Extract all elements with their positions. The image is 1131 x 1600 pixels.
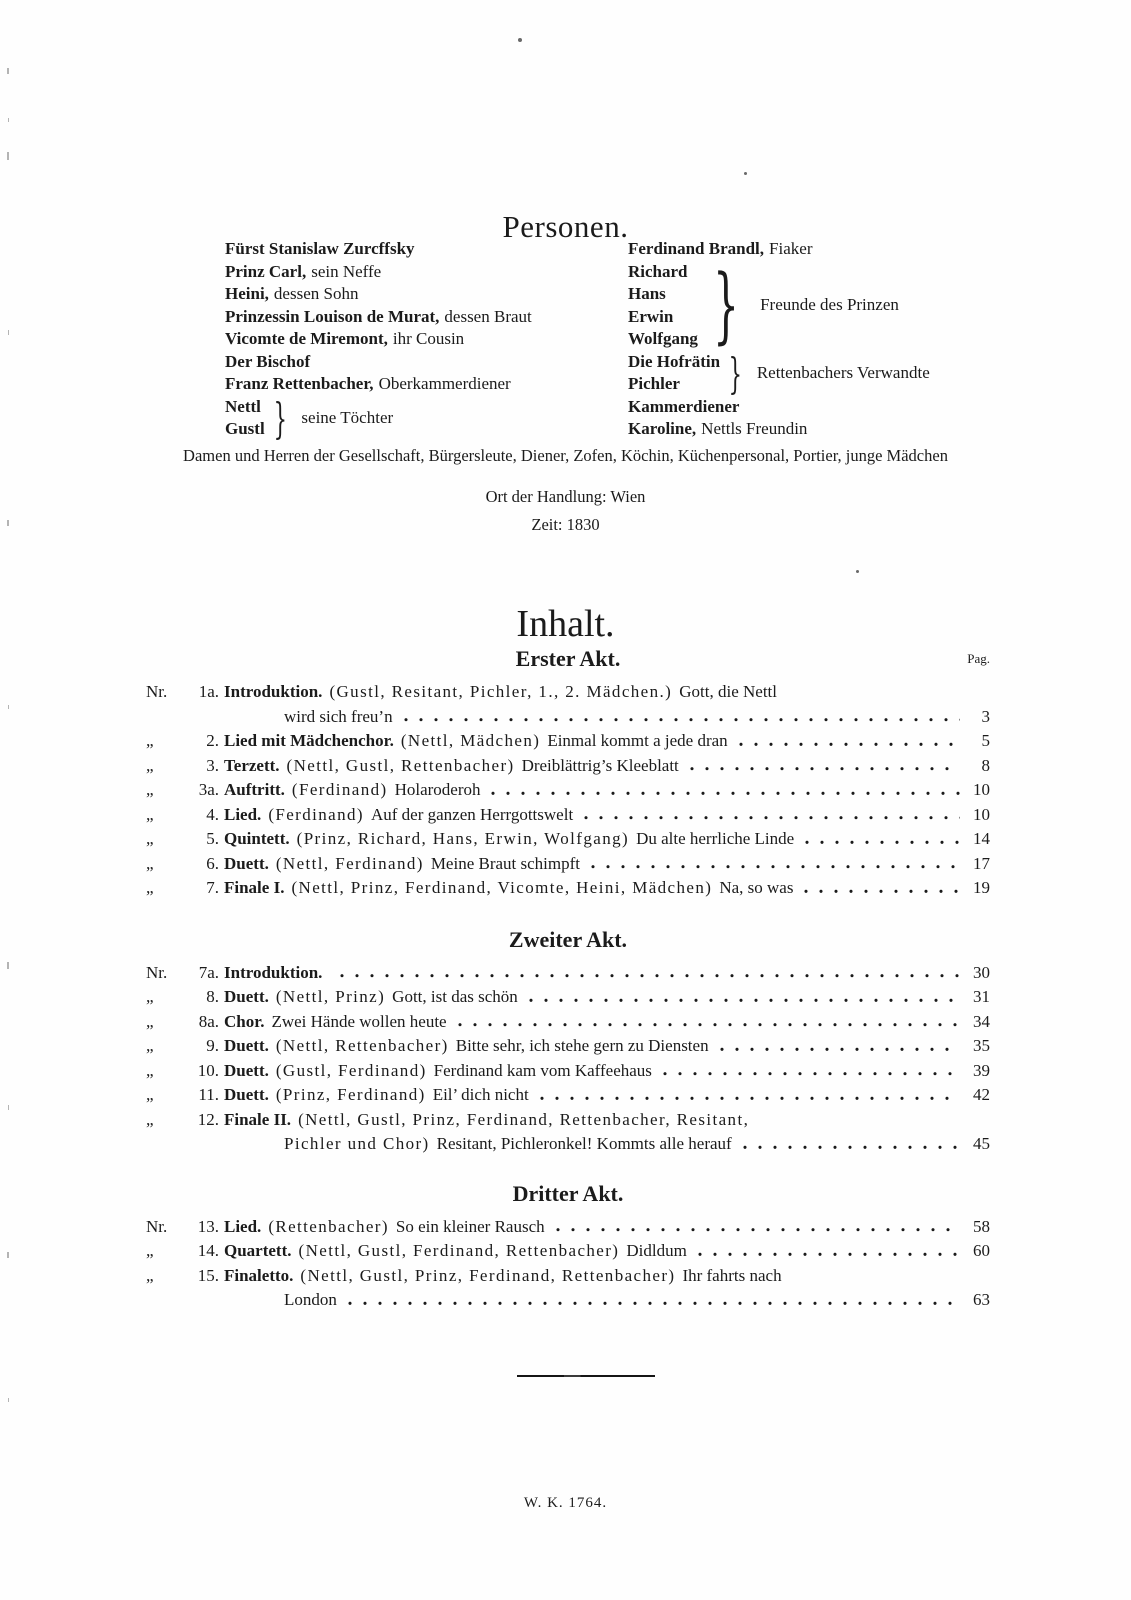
entry-incipit: So ein kleiner Rausch: [395, 1216, 545, 1236]
entry-title: Introduktion.: [224, 962, 323, 982]
leader-dots: [799, 876, 960, 901]
entry-body: [224, 729, 990, 754]
cast-list-right-bottom: [628, 396, 930, 441]
entry-number: 6.: [206, 853, 219, 873]
entry-body: [224, 1034, 990, 1059]
entry-cast: (Nettl, Gustl, Prinz, Ferdinand, Rettenbacher, Resitant,: [298, 1109, 750, 1129]
brace-icon: }: [273, 393, 287, 443]
entry-page: 3: [981, 706, 990, 726]
act-3-section: [146, 1180, 990, 1313]
entry-line-1: [224, 827, 990, 852]
entry-number: 4.: [206, 804, 219, 824]
entry-line-1: [224, 985, 990, 1010]
entry-nr-label: „: [146, 987, 154, 1006]
cast-entry-name: Franz Rettenbacher,: [225, 374, 374, 393]
leader-dots: [586, 852, 960, 877]
entry-page: 14: [973, 829, 990, 848]
toc-entry: [146, 1215, 990, 1240]
cast-group-daughters: [225, 393, 532, 443]
entry-line-1: [224, 1059, 990, 1084]
cast-entry-role: Fiaker: [769, 239, 813, 258]
cast-entry-name: Prinzessin Louison de Murat,: [225, 306, 440, 326]
brace-icon: }: [712, 257, 740, 353]
cast-entry-role: dessen Sohn: [273, 284, 359, 303]
entry-body: [224, 1059, 990, 1084]
toc-entry: [146, 1034, 990, 1059]
entry-incipit: Didldum: [626, 1241, 687, 1260]
entry-title: Duett.: [224, 853, 269, 873]
act-2-section: [146, 926, 990, 1157]
cast-group-names: [225, 396, 265, 441]
entry-body: [224, 1264, 990, 1313]
inhalt-heading: Inhalt.: [516, 603, 615, 646]
entry-cast: (Nettl, Prinz): [275, 987, 386, 1006]
toc-entry: [146, 961, 990, 986]
cast-entry-role: Nettls Freundin: [701, 419, 808, 438]
entry-body: [224, 985, 990, 1010]
entry-cast: (Nettl, Gustl, Prinz, Ferdinand, Rettenbacher): [300, 1265, 676, 1285]
entry-cast: (Rettenbacher): [268, 1216, 389, 1236]
entry-line-1: [224, 1215, 990, 1240]
entry-number: 14.: [197, 1241, 219, 1260]
entry-page: 10: [973, 804, 990, 824]
leader-dots: [685, 754, 960, 779]
entry-cast: (Nettl, Prinz, Ferdinand, Vicomte, Heini, Mädchen): [291, 878, 713, 897]
entry-number: 13.: [197, 1216, 219, 1236]
entry-page: 35: [973, 1036, 990, 1055]
entry-page: 8: [981, 755, 990, 775]
leader-dots: [658, 1059, 960, 1084]
cast-group-label: seine Töchter: [301, 407, 394, 427]
act-1-section: [146, 648, 990, 901]
cast-entry: [225, 261, 532, 284]
act-2-items: [146, 961, 990, 1157]
entry-nr-label: „: [146, 780, 154, 799]
entry-incipit: Eil’ dich nicht: [432, 1085, 529, 1104]
entry-incipit: Gott, ist das schön: [392, 987, 518, 1006]
toc-entry: [146, 1083, 990, 1108]
toc-entry: [146, 803, 990, 828]
cast-entry-name: Der Bischof: [225, 351, 311, 371]
cast-entry: [628, 396, 930, 419]
leader-dots: [551, 1215, 960, 1240]
entry-nr-label: „: [146, 1036, 154, 1055]
toc-entry: [146, 680, 990, 729]
entry-nr-label: Nr.: [146, 962, 168, 982]
entry-line-1: [224, 1108, 990, 1133]
leader-dots: [734, 729, 960, 754]
entry-nr-label: „: [146, 1085, 154, 1104]
entry-cast: (Nettl, Mädchen): [400, 731, 541, 750]
entry-line-1: [224, 961, 990, 986]
entry-incipit: Meine Braut schimpft: [430, 853, 581, 873]
entry-incipit: Bitte sehr, ich stehe gern zu Diensten: [455, 1036, 709, 1055]
entry-title: Auftritt.: [224, 780, 285, 799]
leader-dots: [453, 1010, 960, 1035]
entry-page: 17: [973, 853, 990, 873]
entry-cast: (Prinz, Richard, Hans, Erwin, Wolfgang): [296, 829, 630, 848]
cast-entry: [225, 238, 532, 261]
entry-title: Quintett.: [224, 829, 290, 848]
entry-number: 7.: [206, 878, 219, 897]
cast-member-name: Richard: [628, 261, 688, 281]
entry-body: [224, 754, 990, 779]
entry-nr-label: „: [146, 829, 154, 848]
entry-cast-continued: Pichler und Chor): [284, 1134, 430, 1153]
entry-title: Lied.: [224, 804, 262, 824]
entry-number: 9.: [206, 1036, 219, 1055]
leader-dots: [486, 778, 960, 803]
entry-nr-label: „: [146, 804, 154, 824]
entry-line-1: [224, 729, 990, 754]
entry-body: [224, 1010, 990, 1035]
entry-line-2: [224, 1288, 990, 1313]
cast-entry: [225, 283, 532, 306]
cast-member-name: Nettl: [225, 396, 261, 416]
entry-page: 31: [973, 987, 990, 1006]
entry-cast: (Gustl, Resitant, Pichler, 1., 2. Mädchen.): [329, 682, 673, 701]
entry-line-1: [224, 852, 990, 877]
toc-entry: [146, 1264, 990, 1313]
act-3-heading: Dritter Akt.: [512, 1180, 624, 1206]
entry-cast: (Prinz, Ferdinand): [275, 1085, 426, 1104]
cast-entry-role: dessen Braut: [444, 306, 532, 326]
ensemble-line: Damen und Herren der Gesellschaft, Bürgersleute, Diener, Zofen, Köchin, Küchenpersonal, Portier, junge Mädchen: [183, 446, 948, 465]
entry-number: 3.: [206, 755, 219, 775]
toc-entry: [146, 1059, 990, 1084]
entry-incipit: Gott, die Nettl: [679, 682, 777, 701]
entry-title: Chor.: [224, 1011, 265, 1031]
entry-incipit: Ferdinand kam vom Kaffeehaus: [433, 1060, 652, 1080]
entry-number: 12.: [197, 1109, 219, 1129]
cast-group-label: Freunde des Prinzen: [760, 295, 899, 315]
entry-line-1: [224, 1239, 990, 1264]
entry-line-1: [224, 803, 990, 828]
entry-title: Duett.: [224, 1085, 269, 1104]
entry-nr-label: „: [146, 878, 154, 897]
entry-page: 63: [973, 1290, 990, 1309]
entry-nr-label: „: [146, 1241, 154, 1260]
entry-body: [224, 827, 990, 852]
entry-nr-label: „: [146, 853, 154, 873]
entry-incipit: Zwei Hände wollen heute: [271, 1011, 447, 1031]
entry-line-2: [224, 1132, 990, 1157]
setting-place: Ort der Handlung: Wien: [485, 487, 646, 506]
leader-dots: [579, 803, 960, 828]
leader-dots: [800, 827, 960, 852]
table-of-contents: [146, 648, 990, 1313]
entry-line-1: [224, 778, 990, 803]
entry-body: [224, 961, 990, 986]
entry-number: 1a.: [198, 682, 219, 701]
cast-entry-name: Heini,: [225, 284, 269, 303]
entry-title: Terzett.: [224, 755, 280, 775]
entry-title: Duett.: [224, 1036, 269, 1055]
cast-entry: [225, 306, 532, 329]
leader-dots: [535, 1083, 960, 1108]
entry-nr-label: „: [146, 1265, 154, 1285]
cast-group-names: [628, 261, 698, 351]
cast-entry-name: Vicomte de Miremont,: [225, 329, 388, 348]
entry-cast: (Ferdinand): [291, 780, 388, 799]
cast-entry-name: Prinz Carl,: [225, 261, 307, 281]
entry-body: [224, 852, 990, 877]
entry-cast: (Nettl, Rettenbacher): [275, 1036, 449, 1055]
entry-title: Duett.: [224, 1060, 269, 1080]
entry-title: Quartett.: [224, 1241, 292, 1260]
cast-list-left: [225, 238, 532, 396]
entry-title: Lied.: [224, 1216, 262, 1236]
entry-body: [224, 876, 990, 901]
toc-entry: [146, 778, 990, 803]
entry-nr-label: „: [146, 1109, 154, 1129]
cast-member-name: Die Hofrätin: [628, 351, 721, 371]
brace-icon: }: [728, 348, 743, 398]
toc-entry: [146, 827, 990, 852]
entry-number: 8.: [206, 987, 219, 1006]
cast-entry: [628, 418, 930, 441]
entry-number: 10.: [197, 1060, 219, 1080]
entry-number: 8a.: [198, 1011, 219, 1031]
entry-number: 2.: [206, 731, 219, 750]
cast-entry: [225, 328, 532, 351]
entry-number: 7a.: [198, 962, 219, 982]
entry-cast: (Gustl, Ferdinand): [275, 1060, 427, 1080]
toc-entry: [146, 1010, 990, 1035]
cast-entry-role: sein Neffe: [311, 261, 382, 281]
entry-nr-label: „: [146, 1011, 154, 1031]
cast-entry-name: Ferdinand Brandl,: [628, 239, 765, 258]
act-1-heading: Erster Akt.: [515, 646, 621, 671]
toc-entry: [146, 876, 990, 901]
toc-entry: [146, 1239, 990, 1264]
entry-line-1: [224, 1083, 990, 1108]
entry-page: 39: [973, 1060, 990, 1080]
cast-column-left: [225, 238, 532, 441]
leader-dots: [335, 961, 960, 986]
entry-body: [224, 1083, 990, 1108]
act-3-items: [146, 1215, 990, 1313]
entry-page: 30: [973, 962, 990, 982]
entry-page: 42: [973, 1085, 990, 1104]
plate-number: W. K. 1764.: [523, 1495, 608, 1511]
entry-line-1: [224, 680, 990, 705]
cast-entry-name: Karoline,: [628, 419, 697, 438]
entry-page: 10: [973, 780, 990, 799]
cast-list-right-top: [628, 238, 930, 261]
toc-entry: [146, 985, 990, 1010]
leader-dots: [693, 1239, 960, 1264]
entry-title: Finaletto.: [224, 1265, 294, 1285]
cast-group-friends: [628, 257, 930, 353]
toc-entry: [146, 754, 990, 779]
entry-body: [224, 1215, 990, 1240]
leader-dots: [524, 985, 960, 1010]
entry-line-1: [224, 1264, 990, 1289]
personen-heading: Personen.: [502, 208, 629, 244]
entry-body: [224, 778, 990, 803]
entry-incipit: Du alte herrliche Linde: [636, 829, 795, 848]
entry-title: Finale I.: [224, 878, 285, 897]
entry-incipit: Auf der ganzen Herrgottswelt: [370, 804, 574, 824]
entry-cast: (Nettl, Ferdinand): [275, 853, 424, 873]
leader-dots: [399, 705, 960, 730]
entry-nr-label: Nr.: [146, 1216, 168, 1236]
entry-cast: (Nettl, Gustl, Ferdinand, Rettenbacher): [298, 1241, 620, 1260]
act-2-heading: Zweiter Akt.: [508, 926, 628, 952]
entry-number: 5.: [206, 829, 219, 848]
cast-member-name: Wolfgang: [628, 329, 698, 348]
cast-entry: [225, 351, 532, 374]
entry-incipit: Holaroderoh: [394, 780, 481, 799]
cast-member-name: Gustl: [225, 419, 265, 438]
entry-page: 58: [973, 1216, 990, 1236]
entry-incipit-continued: wird sich freu’n: [284, 706, 393, 726]
entry-nr-label: „: [146, 731, 154, 750]
entry-cast: (Ferdinand): [268, 804, 364, 824]
cast-member-name: Erwin: [628, 306, 674, 326]
cast-group-label: Rettenbachers Verwandte: [756, 362, 930, 382]
entry-page: 34: [973, 1011, 990, 1031]
entry-number: 11.: [198, 1085, 219, 1104]
entry-nr-label: „: [146, 1060, 154, 1080]
entry-incipit: Ihr fahrts nach: [682, 1265, 782, 1285]
cast-group-names: [628, 351, 720, 396]
entry-incipit: Dreiblättrig’s Kleeblatt: [521, 755, 679, 775]
entry-incipit-continued: London: [284, 1290, 337, 1309]
entry-title: Finale II.: [224, 1109, 292, 1129]
entry-page: 19: [973, 878, 990, 897]
cast-column-right: [628, 238, 930, 441]
entry-line-1: [224, 754, 990, 779]
entry-title: Introduktion.: [224, 682, 323, 701]
entry-page: 5: [981, 731, 990, 750]
act-1-items: [146, 680, 990, 901]
leader-dots: [738, 1132, 960, 1157]
cast-group-relatives: [628, 348, 930, 398]
entry-nr-label: Nr.: [146, 682, 168, 701]
entry-nr-label: „: [146, 755, 154, 775]
entry-body: [224, 803, 990, 828]
entry-page: 45: [973, 1134, 990, 1153]
entry-title: Lied mit Mädchenchor.: [224, 731, 394, 750]
toc-entry: [146, 852, 990, 877]
cast-entry-name: Fürst Stanislaw Zurcffsky: [225, 239, 415, 258]
entry-cast: (Nettl, Gustl, Rettenbacher): [286, 755, 515, 775]
cast-entry: [225, 373, 532, 396]
entry-line-2: [224, 705, 990, 730]
entry-incipit: Einmal kommt a jede dran: [547, 731, 728, 750]
entry-page: 60: [973, 1241, 990, 1260]
page-column-label: Pag.: [967, 651, 990, 666]
entry-body: [224, 1108, 990, 1157]
cast-entry-role: ihr Cousin: [392, 329, 465, 348]
entry-line-1: [224, 876, 990, 901]
entry-body: [224, 1239, 990, 1264]
entry-number: 15.: [197, 1265, 219, 1285]
entry-number: 3a.: [198, 780, 219, 799]
toc-entry: [146, 1108, 990, 1157]
cast-entry-name: Kammerdiener: [628, 396, 740, 416]
entry-body: [224, 680, 990, 729]
entry-incipit-continued: Resitant, Pichleronkel! Kommts alle herauf: [436, 1134, 732, 1153]
leader-dots: [343, 1288, 960, 1313]
toc-entry: [146, 729, 990, 754]
leader-dots: [715, 1034, 960, 1059]
entry-incipit: Na, so was: [719, 878, 794, 897]
cast-entry: [628, 238, 930, 261]
entry-line-1: [224, 1010, 990, 1035]
entry-line-1: [224, 1034, 990, 1059]
entry-title: Duett.: [224, 987, 269, 1006]
setting-time: Zeit: 1830: [531, 515, 600, 534]
footer-divider: [517, 1375, 655, 1377]
cast-member-name: Pichler: [628, 374, 680, 393]
cast-member-name: Hans: [628, 284, 666, 303]
cast-entry-role: Oberkammerdiener: [378, 374, 511, 393]
